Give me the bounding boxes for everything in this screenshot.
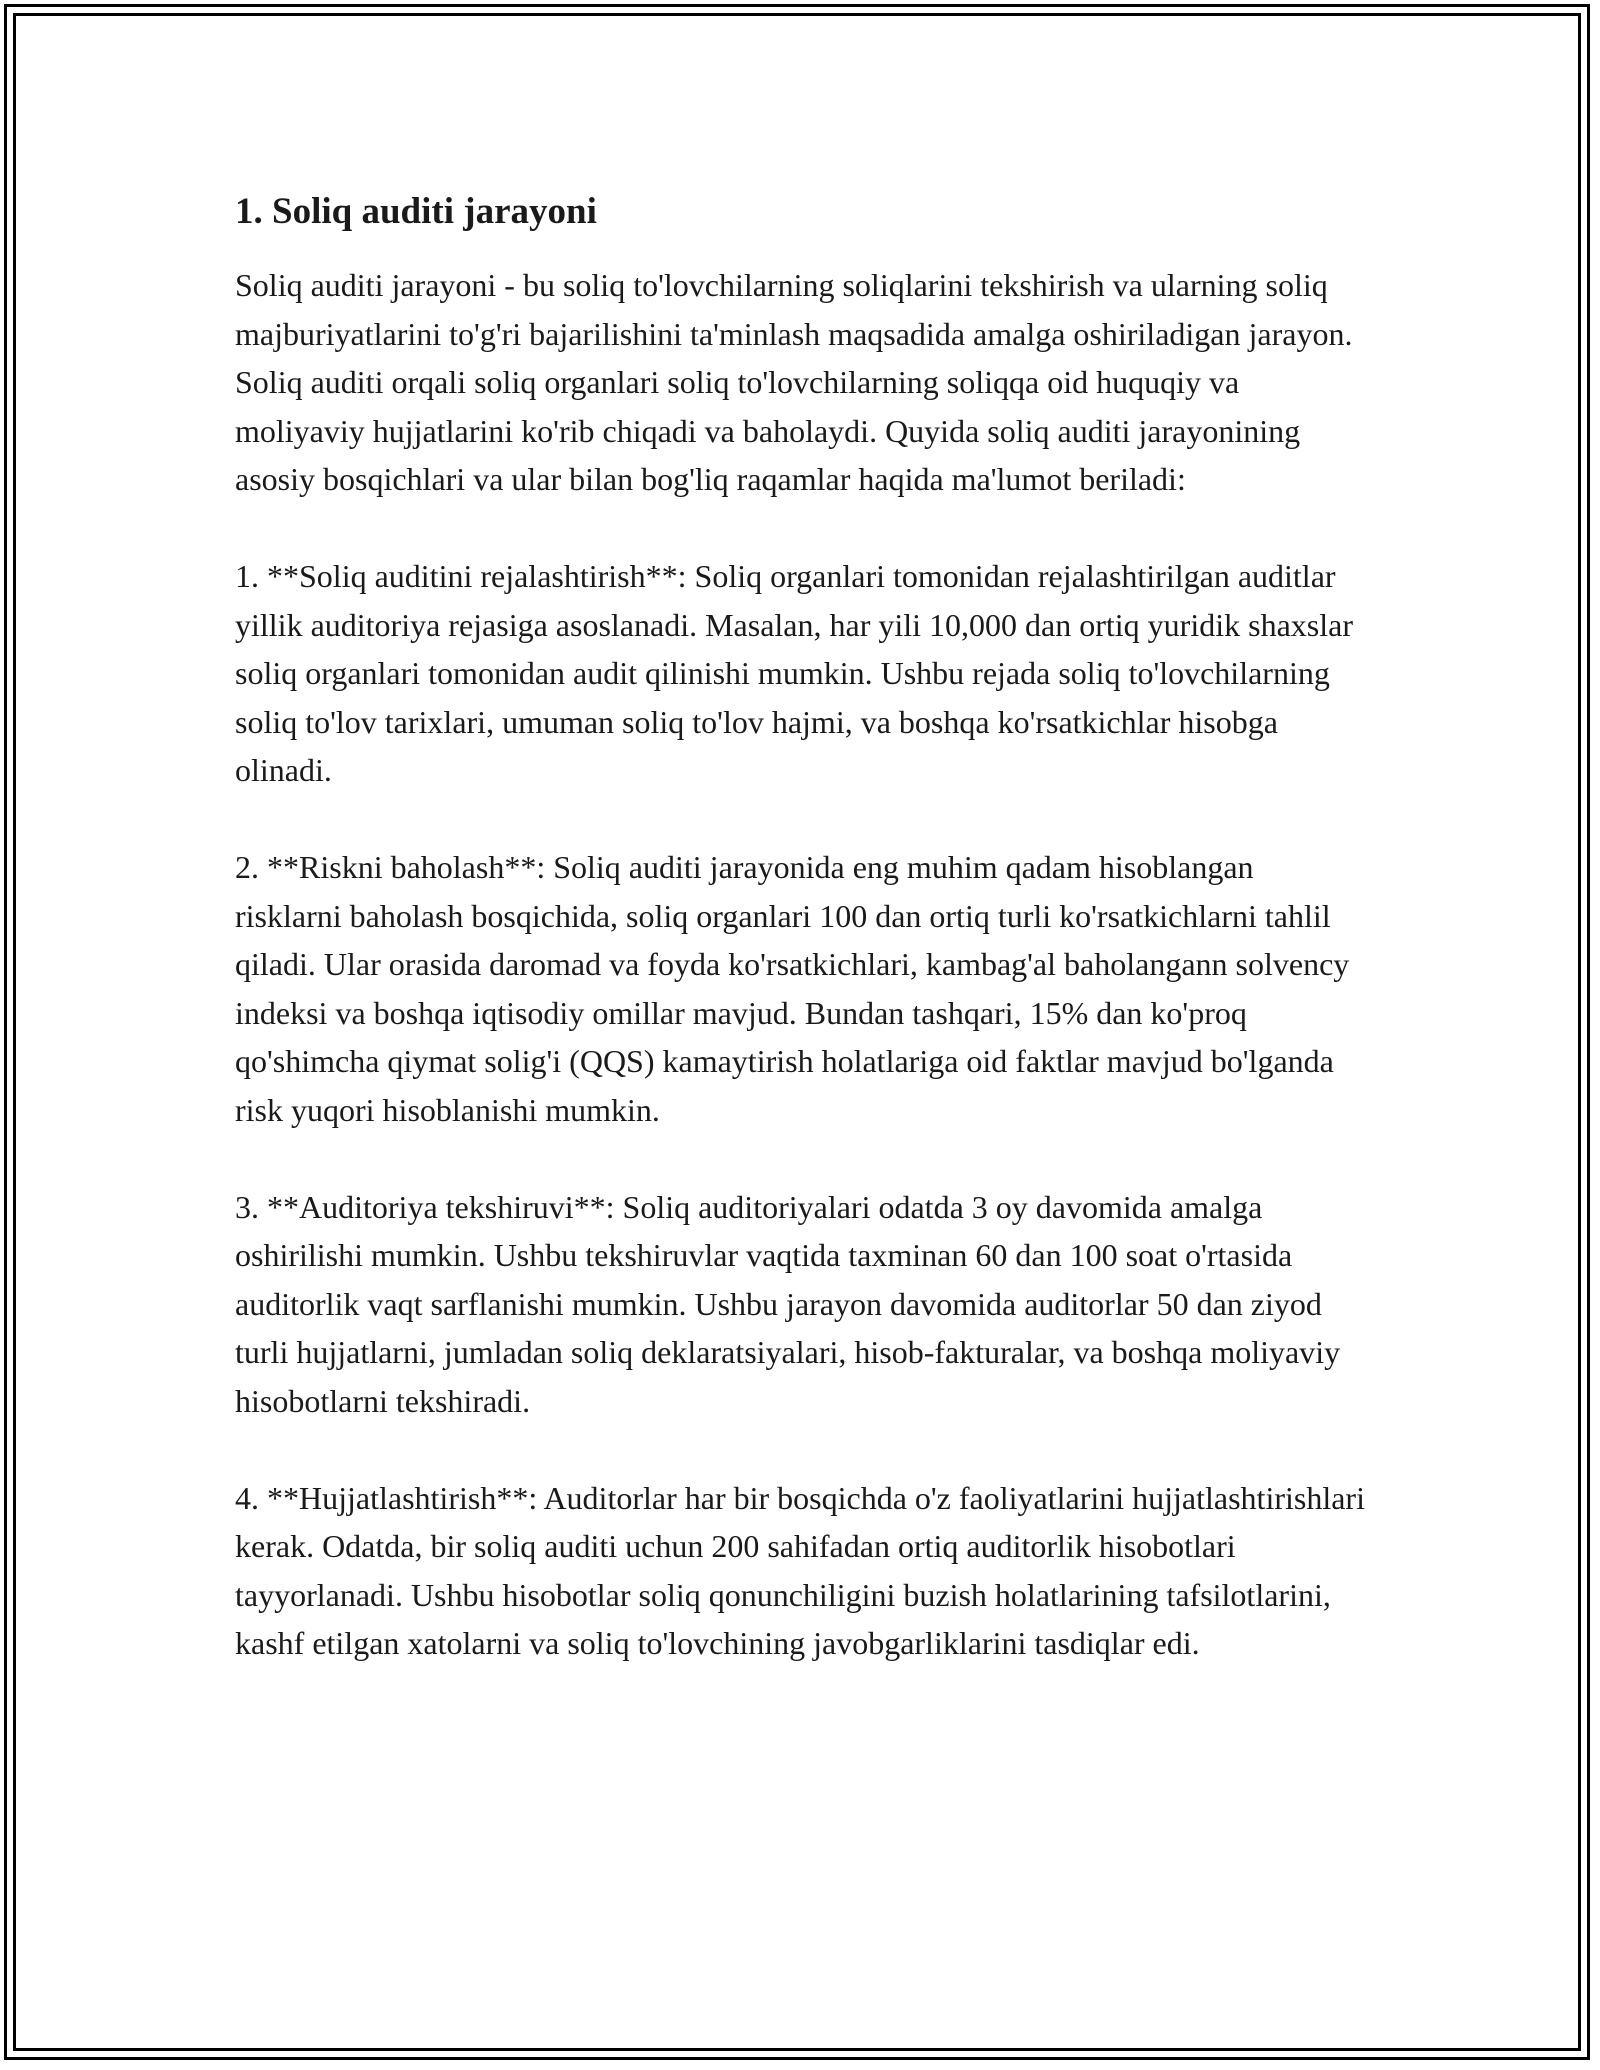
step-3-paragraph: 3. **Auditoriya tekshiruvi**: Soliq auditoriyalari odatda 3 oy davomida amalga oshirilishi mumkin. Ushbu tekshiruvlar vaqtida taxminan 60 dan 100 soat o'rtasida auditorlik vaqt sarflanishi mumkin. Ushbu jarayon davomida auditorlar 50 dan ziyod turli hujjatlarni, jumladan soliq deklaratsiyalari, hisob-fakturalar, va boshqa moliyaviy hisobotlarni tekshiradi.	[235, 1188, 1341, 1419]
intro-paragraph: Soliq auditi jarayoni - bu soliq to'lovchilarning soliqlarini tekshirish va ularning soliq majburiyatlarini to'g'ri bajarilishini ta'minlash maqsadida amalga oshiriladigan jarayon. Soliq auditi orqali soliq organlari soliq to'lovchilarning soliqqa oid huquqiy va moliyaviy hujjatlarini ko'rib chiqadi va baholaydi. Quyida soliq auditi jarayonining asosiy bosqichlari va ular bilan bog'liq raqamlar haqida ma'lumot beriladi:	[235, 267, 1353, 497]
step-2-paragraph: 2. **Riskni baholash**: Soliq auditi jarayonida eng muhim qadam hisoblangan risklarni baholash bosqichida, soliq organlari 100 dan ortiq turli ko'rsatkichlarni tahlil qiladi. Ular orasida daromad va foyda ko'rsatkichlari, kambag'al baholangann solvency indeksi va boshqa iqtisodiy omillar mavjud. Bundan tashqari, 15% dan ko'proq qo'shimcha qiymat solig'i (QQS) kamaytirish holatlariga oid faktlar mavjud bo'lganda risk yuqori hisoblanishi mumkin.	[235, 849, 1350, 1128]
step-4-paragraph: 4. **Hujjatlashtirish**: Auditorlar har bir bosqichda o'z faoliyatlarini hujjatlashtirishlari kerak. Odatda, bir soliq auditi uchun 200 sahifadan ortiq auditorlik hisobotlari tayyorlanadi. Ushbu hisobotlar soliq qonunchiligini buzish holatlarining tafsilotlarini, kashf etilgan xatolarni va soliq to'lovchining javobgarliklarini tasdiqlar edi.	[235, 1479, 1365, 1661]
document-title: 1. Soliq auditi jarayoni	[235, 191, 597, 232]
document-body	[235, 188, 1365, 1716]
step-1-paragraph: 1. **Soliq auditini rejalashtirish**: Soliq organlari tomonidan rejalashtirilgan auditlar yillik auditoriya rejasiga asoslanadi. Masalan, har yili 10,000 dan ortiq yuridik shaxslar soliq organlari tomonidan audit qilinishi mumkin. Ushbu rejada soliq to'lovchilarning soliq to'lov tarixlari, umuman soliq to'lov hajmi, va boshqa ko'rsatkichlar hisobga olinadi.	[235, 558, 1353, 788]
